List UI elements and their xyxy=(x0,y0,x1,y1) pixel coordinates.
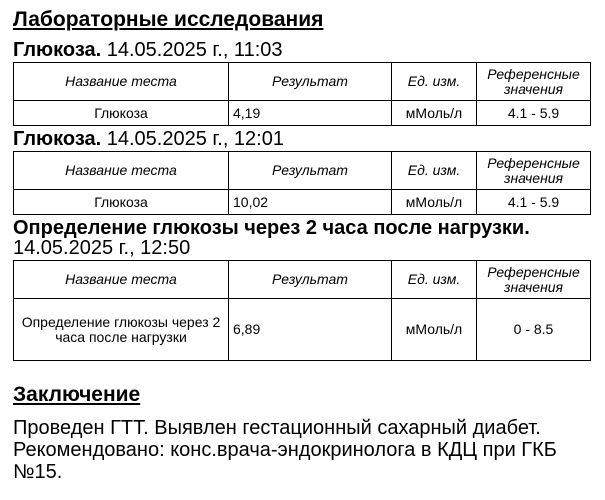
lab-block-glucose-2 xyxy=(13,129,593,215)
table-header-row xyxy=(14,63,591,101)
results-table xyxy=(13,62,591,126)
header-test-name: Название теста xyxy=(14,63,229,101)
results-table xyxy=(13,260,591,361)
cell-result: 6,89 xyxy=(229,299,392,361)
header-result: Результат xyxy=(229,152,392,190)
cell-unit: мМоль/л xyxy=(392,190,477,215)
cell-reference: 4.1 - 5.9 xyxy=(477,101,591,126)
block-datetime: 14.05.2025 г., 12:01 xyxy=(106,128,284,150)
conclusion-section xyxy=(13,383,593,483)
table-row xyxy=(14,190,591,215)
conclusion-text: Проведен ГТТ. Выявлен гестационный сахарный диабет. Рекомендовано: конс.врача-эндокринолога в КДЦ при ГКБ №15. xyxy=(13,417,557,483)
header-reference: Референсные значения xyxy=(477,152,591,190)
header-result: Результат xyxy=(229,261,392,299)
block-test-name: Определение глюкозы через 2 часа после нагрузки. xyxy=(13,217,530,239)
table-header-row xyxy=(14,152,591,190)
conclusion-title: Заключение xyxy=(13,383,141,406)
header-test-name: Название теста xyxy=(14,261,229,299)
cell-test-name: Глюкоза xyxy=(14,101,229,126)
header-reference: Референсные значения xyxy=(477,261,591,299)
lab-block-glucose-1 xyxy=(13,40,593,126)
section-title: Лабораторные исследования xyxy=(13,8,324,31)
header-unit: Ед. изм. xyxy=(392,63,477,101)
cell-test-name: Глюкоза xyxy=(14,190,229,215)
header-unit: Ед. изм. xyxy=(392,261,477,299)
header-test-name: Название теста xyxy=(14,152,229,190)
cell-result: 4,19 xyxy=(229,101,392,126)
table-header-row xyxy=(14,261,591,299)
block-test-name: Глюкоза. xyxy=(13,128,102,150)
cell-reference: 0 - 8.5 xyxy=(477,299,591,361)
block-test-name: Глюкоза. xyxy=(13,39,102,61)
block-datetime: 14.05.2025 г., 12:50 xyxy=(13,237,191,259)
cell-unit: мМоль/л xyxy=(392,101,477,126)
results-table xyxy=(13,151,591,215)
table-row xyxy=(14,101,591,126)
block-datetime: 14.05.2025 г., 11:03 xyxy=(106,39,283,61)
block-header xyxy=(13,40,593,60)
cell-reference: 4.1 - 5.9 xyxy=(477,190,591,215)
header-result: Результат xyxy=(229,63,392,101)
header-unit: Ед. изм. xyxy=(392,152,477,190)
cell-unit: мМоль/л xyxy=(392,299,477,361)
block-header xyxy=(13,129,593,149)
table-row xyxy=(14,299,591,361)
lab-report xyxy=(13,8,593,483)
lab-block-glucose-2h xyxy=(13,218,593,361)
header-reference: Референсные значения xyxy=(477,63,591,101)
cell-test-name: Определение глюкозы через 2 часа после нагрузки xyxy=(14,299,229,361)
block-header xyxy=(13,218,593,258)
cell-result: 10,02 xyxy=(229,190,392,215)
